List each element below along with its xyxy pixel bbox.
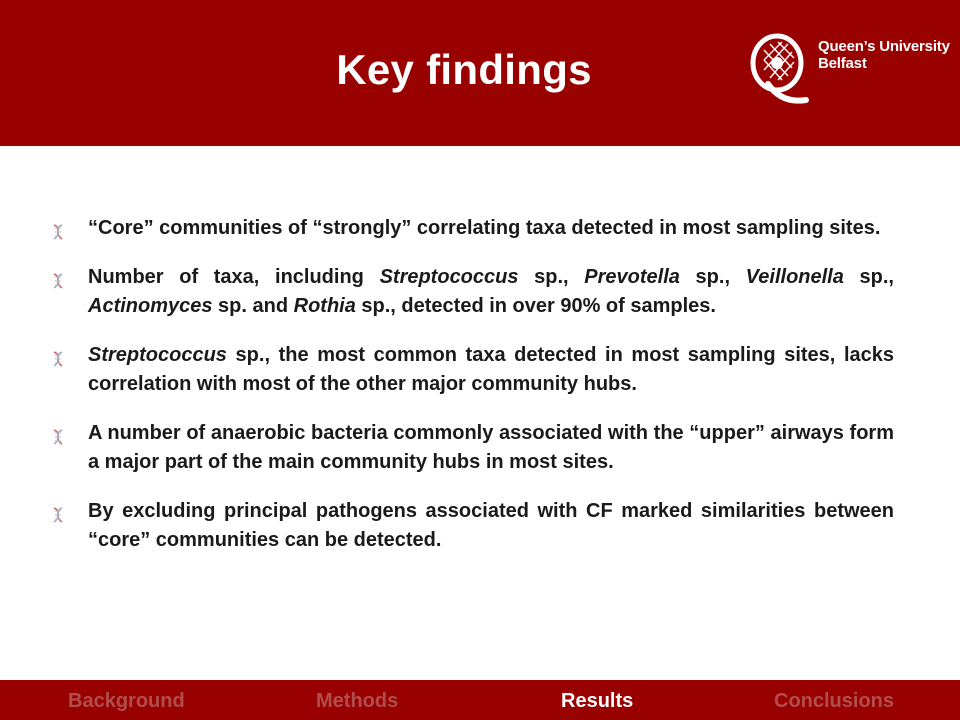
section-nav xyxy=(0,680,960,720)
findings-list xyxy=(48,214,894,575)
finding-text-segment: By excluding principal pathogens associated with CF marked similarities between “core” communities can be detected. xyxy=(88,500,894,551)
nav-conclusions[interactable]: Conclusions xyxy=(774,690,895,712)
taxon-name: Streptococcus xyxy=(379,266,519,288)
finding-item xyxy=(48,214,894,243)
finding-text-segment: sp., the most common taxa detected in most sampling sites, lacks correlation with most of the other major community hubs. xyxy=(88,344,894,395)
university-logo xyxy=(748,30,948,106)
finding-item xyxy=(48,341,894,399)
dna-helix-icon xyxy=(49,223,67,241)
dna-helix-icon xyxy=(49,272,67,290)
nav-methods[interactable]: Methods xyxy=(316,690,399,712)
finding-text xyxy=(88,419,894,477)
dna-helix-icon xyxy=(49,428,67,446)
finding-text-segment: Number of taxa, including xyxy=(88,266,380,288)
taxon-name: Actinomyces xyxy=(88,295,213,317)
nav-results[interactable]: Results xyxy=(561,690,634,712)
slide-header xyxy=(0,0,960,146)
finding-item xyxy=(48,263,894,321)
taxon-name: Streptococcus xyxy=(88,344,227,366)
finding-text xyxy=(88,263,894,321)
finding-text-segment: A number of anaerobic bacteria commonly associated with the “upper” airways form a major part of the main community hubs in most sites. xyxy=(88,422,894,473)
logo-line-1: Queen’s University xyxy=(818,38,950,55)
finding-text xyxy=(88,497,894,555)
finding-text-segment: sp., xyxy=(518,266,585,288)
finding-text-segment: sp., xyxy=(843,266,894,288)
taxon-name: Rothia xyxy=(293,295,356,317)
finding-text-segment: sp., detected in over 90% of samples. xyxy=(355,295,716,317)
taxon-name: Prevotella xyxy=(584,266,680,288)
dna-helix-icon xyxy=(49,350,67,368)
dna-helix-icon xyxy=(49,506,67,524)
slide-title: Key findings xyxy=(336,46,592,93)
finding-text-segment: sp. and xyxy=(212,295,294,317)
finding-text xyxy=(88,214,894,243)
taxon-name: Veillonella xyxy=(745,266,844,288)
finding-text xyxy=(88,341,894,399)
logo-wordmark xyxy=(818,38,950,72)
qub-crest-icon xyxy=(748,30,812,106)
finding-text-segment: “Core” communities of “strongly” correlating taxa detected in most sampling sites. xyxy=(88,217,881,239)
nav-background[interactable]: Background xyxy=(68,690,185,712)
finding-text-segment: sp., xyxy=(679,266,746,288)
finding-item xyxy=(48,419,894,477)
finding-item xyxy=(48,497,894,555)
logo-line-2: Belfast xyxy=(818,55,867,72)
